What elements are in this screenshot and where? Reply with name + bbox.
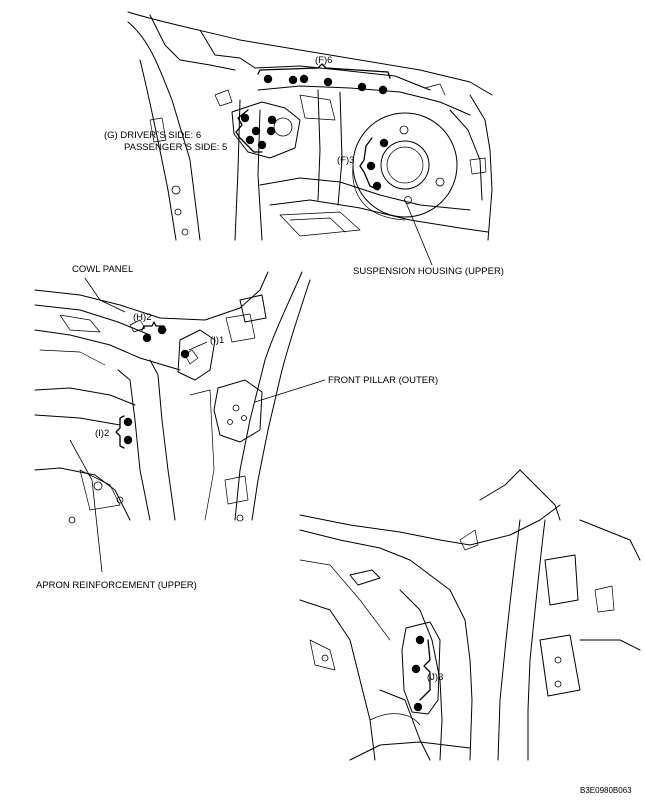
label-i1: (I)1 — [210, 335, 225, 346]
label-j3: (J)3 — [427, 672, 444, 683]
view-top-suspension-housing — [128, 12, 492, 240]
leader-front-pillar — [255, 380, 325, 402]
leader-i1 — [189, 342, 207, 350]
label-f3: (F)3 — [337, 155, 355, 166]
weld-group-h2 — [142, 322, 166, 342]
weld-group-g — [236, 110, 276, 152]
label-i2: (I)2 — [95, 428, 110, 439]
weld-group-i2 — [116, 416, 132, 448]
label-g-drivers-side: (G) DRIVER`S SIDE: 6 — [104, 130, 202, 141]
label-g-passengers-side: PASSENGER`S SIDE: 5 — [124, 142, 228, 153]
weld-group-f3 — [360, 138, 388, 190]
view-bottom-pillar-lower — [300, 470, 640, 760]
label-front-pillar: FRONT PILLAR (OUTER) — [328, 375, 439, 386]
figure-code: B3E0980B063 — [580, 786, 632, 795]
label-f6: (F)6 — [315, 55, 333, 66]
label-cowl-panel: COWL PANEL — [72, 264, 134, 275]
leader-suspension-housing — [405, 200, 432, 265]
label-apron-reinforcement: APRON REINFORCEMENT (UPPER) — [36, 580, 197, 591]
leader-cowl-panel — [85, 278, 125, 312]
label-suspension-housing: SUSPENSION HOUSING (UPPER) — [353, 266, 504, 277]
leader-apron-reinforcement — [70, 440, 102, 572]
weld-group-i1 — [181, 350, 189, 358]
label-h2: (H)2 — [133, 312, 152, 323]
